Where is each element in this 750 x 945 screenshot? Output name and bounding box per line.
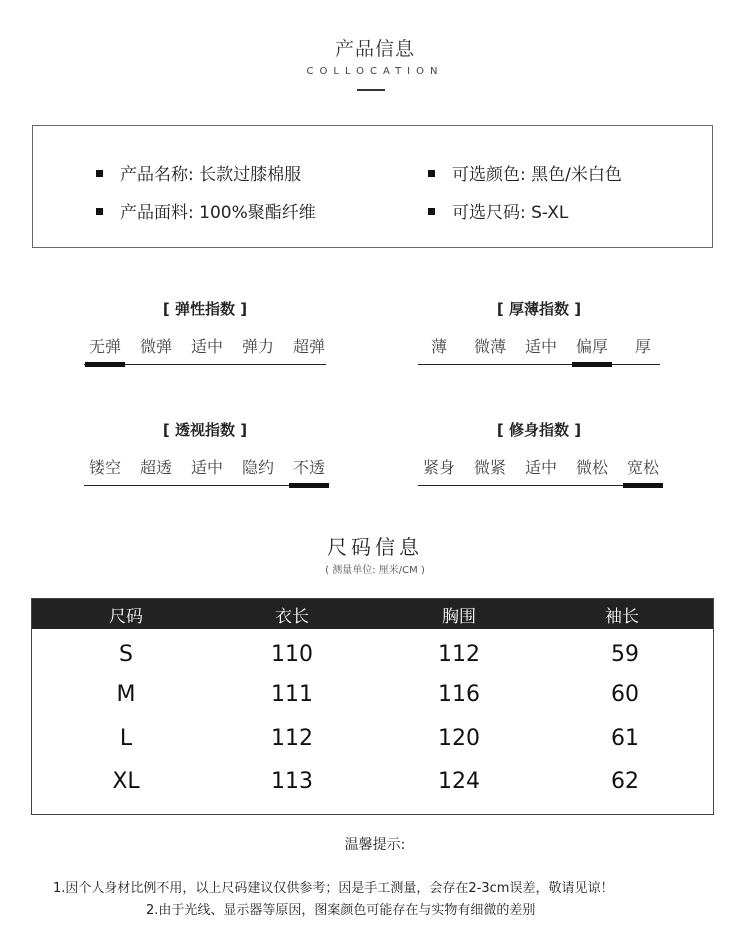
square-bullet-icon [96,208,103,215]
index-option-label: 微薄 [473,337,506,356]
index-option-label: 微弹 [139,337,172,356]
info-item-sizes [428,198,568,223]
table-cell: 111 [271,682,313,707]
size-table-header [32,599,713,629]
tips-title: 温馨提示: [344,837,406,853]
tip-line-2: 2.由于光线、显示器等原因，图案颜色可能存在与实物有细微的差别 [146,903,536,918]
table-cell: 60 [611,682,639,707]
size-table [31,598,714,815]
index-option-label: 超透 [139,458,172,477]
index-option-label: 适中 [524,337,557,356]
section-title-size-info: 尺码信息 [327,535,423,559]
table-cell: L [119,726,133,751]
index-option-label: 厚 [634,337,651,356]
index-title: [ 弹性指数 ] [162,300,248,318]
section-subtitle: COLLOCATION [306,66,444,77]
index-option-label: 微松 [575,458,608,477]
index-option-label: 镂空 [88,458,121,477]
square-bullet-icon [96,170,103,177]
square-bullet-icon [428,170,435,177]
index-labels [84,455,326,477]
measurement-unit-note: ( 测量单位: 厘米/CM ) [325,565,425,576]
index-option-label: 无弹 [88,337,121,356]
section-title-product-info: 产品信息 [334,38,415,60]
index-option-label: 弹力 [241,337,274,356]
index-option-label: 薄 [430,337,447,356]
index-title: [ 透视指数 ] [162,421,248,439]
index-option-label: 隐约 [241,458,274,477]
info-item-fabric [96,198,316,223]
index-selected-marker [289,483,329,488]
index-option-label: 微紧 [473,458,506,477]
header-chest: 胸围 [442,607,476,627]
index-title: [ 厚薄指数 ] [496,300,582,318]
header-sleeve: 袖长 [605,607,639,627]
index-option-label: 适中 [190,458,223,477]
table-cell: 110 [271,642,313,667]
info-text: 产品名称: 长款过膝棉服 [120,165,302,185]
header-length: 衣长 [275,607,309,627]
index-option-label: 适中 [524,458,557,477]
table-cell: 59 [611,642,639,667]
index-option-label: 不透 [292,458,325,477]
index-selected-marker [85,362,125,367]
info-text: 产品面料: 100%聚酯纤维 [120,203,316,223]
info-item-colors [428,160,622,185]
info-text: 可选颜色: 黑色/米白色 [452,165,622,185]
table-cell: 113 [271,769,313,794]
index-labels [84,334,326,356]
table-cell: 112 [271,726,313,751]
product-info-box [32,125,713,248]
index-rule [418,364,660,365]
table-cell: 61 [611,726,639,751]
table-cell: XL [112,769,140,794]
index-option-label: 适中 [190,337,223,356]
index-option-label: 超弹 [292,337,325,356]
info-text: 可选尺码: S-XL [452,203,569,223]
title-underline [357,89,385,91]
index-selected-marker [623,483,663,488]
square-bullet-icon [428,208,435,215]
index-option-label: 偏厚 [575,337,608,356]
info-item-name [96,160,301,185]
table-cell: S [119,642,133,667]
header-size: 尺码 [109,607,143,627]
table-cell: M [116,682,136,707]
tip-line-1: 1.因个人身材比例不用，以上尺码建议仅供参考；因是手工测量，会存在2-3cm误差，敬请见谅！ [53,881,614,896]
table-cell: 116 [438,682,480,707]
table-cell: 112 [438,642,480,667]
index-selected-marker [572,362,612,367]
index-labels [418,334,660,356]
index-labels [418,455,660,477]
index-option-label: 宽松 [626,458,659,477]
table-cell: 124 [438,769,480,794]
index-title: [ 修身指数 ] [496,421,582,439]
table-cell: 120 [438,726,480,751]
index-option-label: 紧身 [422,458,455,477]
table-cell: 62 [611,769,639,794]
